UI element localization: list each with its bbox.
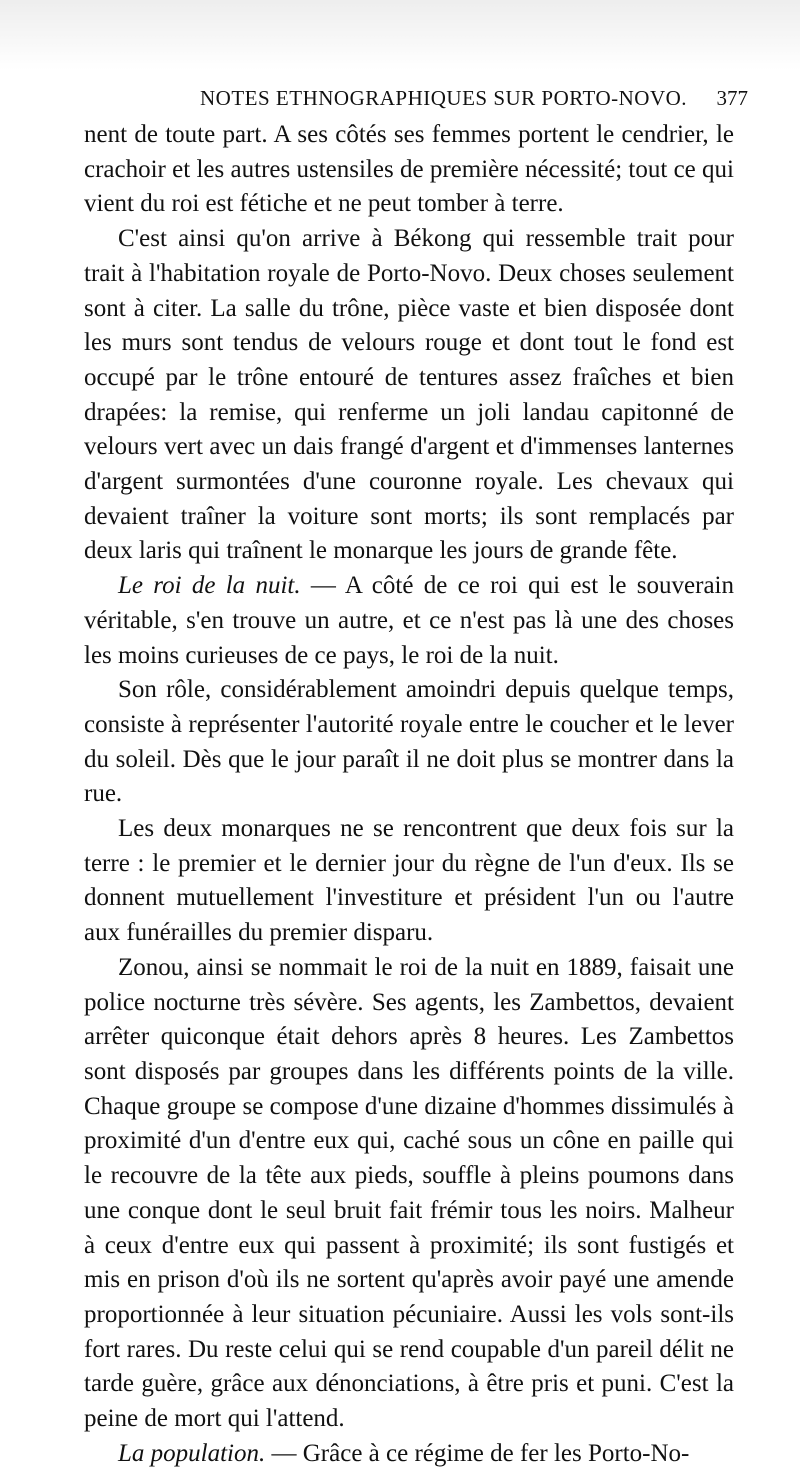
- paragraph-3-text: — A côté de ce roi qui est le souverain véritable, s'en trouve un autre, et ce n'est pas là une des choses les moins curieuses de ce pays, le roi de la nuit.: [84, 572, 734, 669]
- paragraph-4-text: Son rôle, considérablement amoindri depuis quelque temps, consiste à représenter l'autorité royale entre le coucher et le lever du soleil. Dès que le jour paraît il ne doit plus se montrer dans la rue.: [84, 676, 734, 808]
- paragraph-6-text: Zonou, ainsi se nommait le roi de la nuit en 1889, faisait une police nocturne très sévère. Ses agents, les Zambettos, devaient arrêter quiconque était dehors après 8 heures. Les Zambettos sont disposés par groupes dans les différents points de la ville. Chaque groupe se compose d'une dizaine d'hommes dissimulés à proximité d'un d'entre eux qui, caché sous un cône en paille qui le recouvre de la tête aux pieds, souffle à pleins poumons dans une conque dont le seul bruit fait frémir tous les noirs. Malheur à ceux d'entre eux qui passent à proximité; ils sont fustigés et mis en prison d'où ils ne sortent qu'après avoir payé une amende proportionnée à leur situation pécuniaire. Aussi les vols sont-ils fort rares. Du reste celui qui se rend coupable d'un pareil délit ne tarde guère, grâce aux dénonciations, à être pris et puni. C'est la peine de mort qui l'attend.: [84, 953, 734, 1433]
- section-heading-population: La population.: [118, 1439, 266, 1467]
- paragraph-2-text: C'est ainsi qu'on arrive à Békong qui ressemble trait pour trait à l'habitation royale de Porto-Novo. Deux choses seulement sont à citer. La salle du trône, pièce vaste et bien disposée dont les murs sont tendus de velours rouge et dont tout le fond est occupé par le trône entouré de tentures assez fraîches et bien drapées: la remise, qui renferme un joli landau capitonné de velours vert avec un dais frangé d'argent et d'immenses lanternes d'argent surmontées d'une couronne royale. Les chevaux qui devaient traîner la voiture sont morts; ils sont remplacés par deux laris qui traînent le monarque les jours de grande fête.: [84, 225, 734, 565]
- paragraph-4: [84, 673, 734, 812]
- page-header: [200, 86, 748, 116]
- body-text: [84, 118, 734, 1471]
- paragraph-5: [84, 812, 734, 951]
- page-top-edge: [0, 0, 800, 70]
- paragraph-1-text: nent de toute part. A ses côtés ses femmes portent le cendrier, le crachoir et les autres ustensiles de première nécessité; tout ce qui vient du roi est fétiche et ne peut tomber à terre.: [84, 121, 734, 218]
- section-heading-roi-de-la-nuit: Le roi de la nuit.: [118, 572, 301, 600]
- paragraph-5-text: Les deux monarques ne se rencontrent que deux fois sur la terre : le premier et le dernier jour du règne de l'un d'eux. Ils se donnent mutuellement l'investiture et président l'un ou l'autre aux funérailles du premier disparu.: [84, 815, 734, 947]
- paragraph-2: [84, 222, 734, 569]
- paragraph-7: [84, 1437, 734, 1471]
- paragraph-7-text: — Grâce à ce régime de fer les Porto-No-: [265, 1439, 690, 1467]
- running-title: NOTES ETHNOGRAPHIQUES SUR PORTO-NOVO.: [200, 86, 688, 110]
- paragraph-1: [84, 118, 734, 222]
- paragraph-6: [84, 951, 734, 1437]
- paragraph-3: [84, 569, 734, 673]
- page-number: 377: [716, 86, 748, 110]
